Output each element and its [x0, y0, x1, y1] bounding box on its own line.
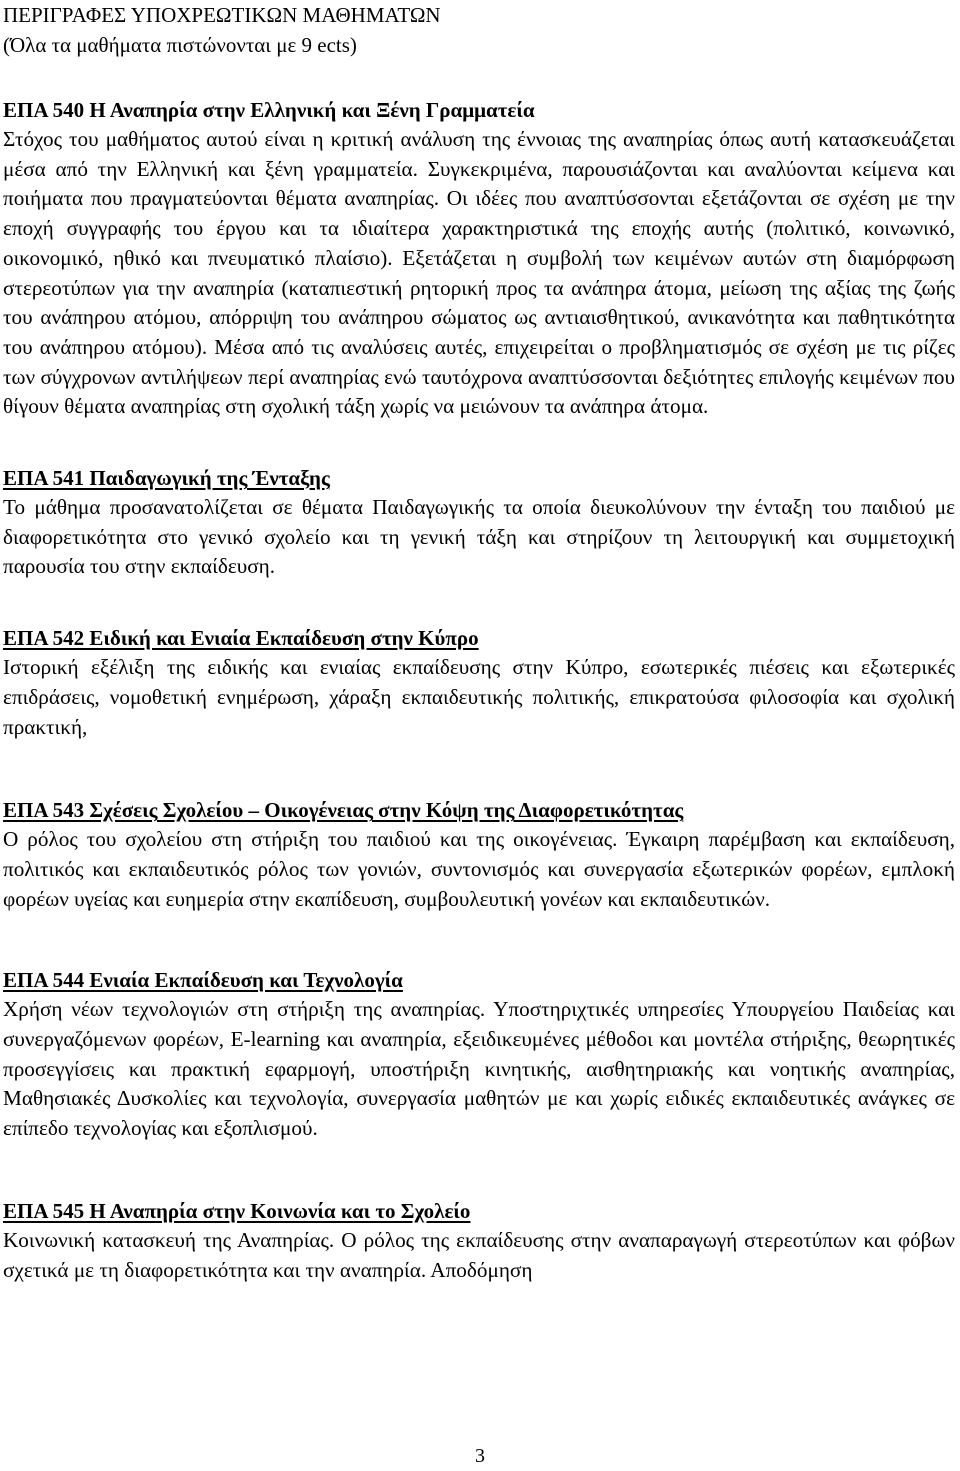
- course-description: Χρήση νέων τεχνολογιών στη στήριξη της αναπηρίας. Υποστηριχτικές υπηρεσίες Υπουργείου Παιδείας και συνεργαζόμενων φορέων, E-learning και αναπηρία, εξειδικευμένες μέθοδοι και μοντέλα στήριξης, θεωρητικές προσεγγίσεις και πρακτική εφαρμογή, υποστήριξη κινητικής, αισθητηριακής και νοητικής αναπηρίας, Μαθησιακές Δυσκολίες και τεχνολογία, συνεργασία μαθητών με και χωρίς ειδικές εκπαιδευτικές ανάγκες σε επίπεδο τεχνολογίας και εξοπλισμού.: [3, 997, 955, 1141]
- course-description: Κοινωνική κατασκευή της Αναπηρίας. Ο ρόλος της εκπαίδευσης στην αναπαραγωγή στερεοτύπων και φόβων σχετικά με τη διαφορετικότητα και την αναπηρία. Αποδόμηση: [3, 1227, 955, 1282]
- course-heading: ΕΠΑ 541 Παιδαγωγική της Ένταξης: [3, 466, 330, 491]
- page-number: 3: [475, 1445, 485, 1467]
- course-heading: ΕΠΑ 542 Ειδική και Ενιαία Εκπαίδευση στην Κύπρο: [3, 626, 479, 651]
- course-section-545: [3, 1197, 955, 1285]
- course-heading: ΕΠΑ 545 Η Αναπηρία στην Κοινωνία και το Σχολείο: [3, 1198, 471, 1223]
- course-description: Στόχος του μαθήματος αυτού είναι η κριτική ανάλυση της έννοιας της αναπηρίας όπως αυτή κατασκευάζεται μέσα από την Ελληνική και ξένη γραμματεία. Συγκεκριμένα, παρουσιάζονται και αναλύονται κείμενα και ποιήματα που πραγματεύονται θέματα αναπηρίας. Οι ιδέες που αναπτύσσονται εξετάζονται σε σχέση με την εποχή συγγραφής του έργου και τα ιδιαίτερα χαρακτηριστικά της εποχής αυτής (πολιτικό, κοινωνικό, οικονομικό, ηθικό και πνευματικό πλαίσιο). Εξετάζεται η συμβολή των κειμένων αυτών στη διαμόρφωση στερεοτύπων για την αναπηρία (καταπιεστική ρητορική προς τα ανάπηρα άτομα, μείωση της αξίας της ζωής του ανάπηρου ατόμου, απόρριψη του ανάπηρου σώματος ως αντιαισθητικού, ανικανότητα και παθητικότητα του ανάπηρου ατόμου). Μέσα από τις αναλύσεις αυτές, επιχειρείται ο προβληματισμός σε σχέση με τις ρίζες των σύγχρονων αντιλήψεων περί αναπηρίας ενώ ταυτόχρονα αναπτύσσονται δεξιότητες επιλογής κειμένων που θίγουν θέματα αναπηρίας στη σχολική τάξη χωρίς να μειώνουν τα ανάπηρα άτομα.: [3, 127, 955, 419]
- course-heading: ΕΠΑ 543 Σχέσεις Σχολείου – Οικογένειας στην Κόψη της Διαφορετικότητας: [3, 798, 684, 823]
- course-section-541: [3, 464, 955, 582]
- course-heading: ΕΠΑ 544 Ενιαία Εκπαίδευση και Τεχνολογία: [3, 968, 403, 993]
- course-heading: ΕΠΑ 540 Η Αναπηρία στην Ελληνική και Ξένη Γραμματεία: [3, 98, 535, 122]
- document-subtitle: (Όλα τα μαθήματα πιστώνονται με 9 ects): [3, 33, 357, 57]
- course-section-544: [3, 966, 955, 1144]
- course-description: Το μάθημα προσανατολίζεται σε θέματα Παιδαγωγικής τα οποία διευκολύνουν την ένταξη του παιδιού με διαφορετικότητα στο γενικό σχολείο και τη γενική τάξη και στηρίζουν τη λειτουργική και συμμετοχική παρουσία του στην εκπαίδευση.: [3, 495, 955, 579]
- document-title: ΠΕΡΙΓΡΑΦΕΣ ΥΠΟΧΡΕΩΤΙΚΩΝ ΜΑΘΗΜΑΤΩΝ: [3, 3, 441, 27]
- document-page: [3, 0, 955, 1285]
- course-section-542: [3, 624, 955, 742]
- course-section-543: [3, 796, 955, 914]
- course-description: Ιστορική εξέλιξη της ειδικής και ενιαίας εκπαίδευσης στην Κύπρο, εσωτερικές πιέσεις και εξωτερικές επιδράσεις, νομοθετική ενημέρωση, χάραξη εκπαιδευτικής πολιτικής, επικρατούσα φιλοσοφία και σχολική πρακτική,: [3, 655, 955, 739]
- course-description: Ο ρόλος του σχολείου στη στήριξη του παιδιού και της οικογένειας. Έγκαιρη παρέμβαση και εκπαίδευση, πολιτικός και εκπαιδευτικός ρόλος των γονιών, συντονισμός και συνεργασία εξωτερικών φορέων, εμπλοκή φορέων υγείας και ευημερία στην εκαπίδευση, συμβουλευτική γονέων και εκπαιδευτικών.: [3, 827, 955, 911]
- course-section-540: [3, 96, 955, 422]
